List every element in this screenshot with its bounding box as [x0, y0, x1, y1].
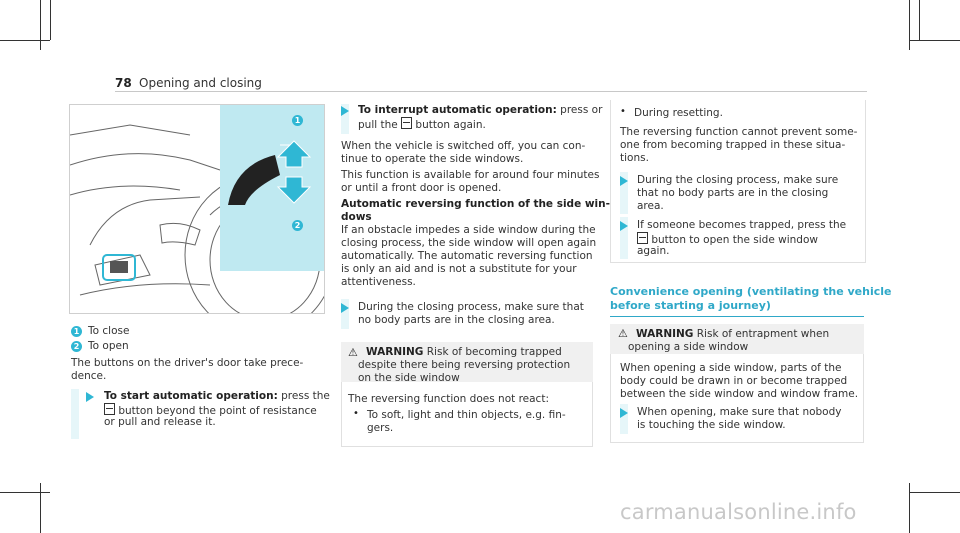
col3-step1-line-1: During the closing process, make sure: [637, 174, 839, 186]
col3-p1-line-3: tions.: [620, 152, 649, 164]
section-heading-line-1: Convenience opening (ventilating the vehicle: [610, 285, 892, 298]
crop-mark: [910, 40, 960, 41]
crop-mark: [50, 0, 51, 40]
col3-p1-line-2: one from becoming trapped in these situa-: [620, 139, 846, 151]
bullet-icon: •: [353, 408, 359, 419]
step-arrow-icon: [620, 221, 628, 231]
p1-line-2: tinue to operate the side windows.: [341, 153, 524, 165]
legend-text-1: To close: [88, 325, 130, 337]
callout-2: 2: [292, 220, 303, 231]
page-title: Opening and closing: [139, 76, 262, 90]
p3-line-3: automatically. The automatic reversing function: [341, 250, 593, 262]
window-button-icon: [401, 117, 412, 129]
p4: The reversing function does not react:: [348, 393, 549, 405]
step-arrow-icon: [86, 392, 94, 402]
p3-line-4: is only an aid and is not a substitute for your: [341, 263, 577, 275]
sub-heading-line-2: dows: [341, 211, 372, 223]
section-divider: [610, 316, 864, 317]
interrupt-step-line-1: To interrupt automatic operation: press or: [358, 104, 603, 116]
section-heading-line-2: before starting a journey): [610, 299, 771, 312]
col3-p2-line-2: body could be drawn in or become trapped: [620, 375, 848, 387]
crop-mark: [40, 483, 41, 533]
p3-line-1: If an obstacle impedes a side window during the: [341, 224, 596, 236]
step2-line-2: no body parts are in the closing area.: [358, 314, 555, 326]
legend-badge-1: 1: [71, 326, 82, 337]
interrupt-step-line-2: pull the button again.: [358, 119, 486, 131]
page-number: 78: [115, 76, 132, 90]
crop-mark: [919, 0, 920, 40]
p2-line-2: or until a front door is opened.: [341, 182, 502, 194]
intro-line-1: The buttons on the driver's door take prece-: [71, 357, 304, 369]
intro-line-2: dence.: [71, 370, 107, 382]
col3-step1-line-3: area.: [637, 200, 664, 212]
crop-mark: [909, 483, 910, 533]
bullet-line-1: To soft, light and thin objects, e.g. fin-: [367, 409, 566, 421]
col3-step1-line-2: that no body parts are in the closing: [637, 187, 829, 199]
warning-line-1: WARNING Risk of becoming trapped: [366, 346, 562, 358]
sub-heading-line-1: Automatic reversing function of the side win-: [341, 198, 610, 210]
step-arrow-icon: [341, 106, 349, 116]
step-arrow-icon: [620, 408, 628, 418]
window-button-icon: [104, 403, 115, 415]
col3-warning-line-1: WARNING Risk of entrapment when: [636, 328, 830, 340]
col3-bullet: During resetting.: [634, 107, 723, 119]
door-illustration: [69, 104, 325, 314]
legend-text-2: To open: [88, 340, 129, 352]
col3-warning-line-2: opening a side window: [628, 341, 749, 353]
callout-1: 1: [292, 115, 303, 126]
watermark: carmanualsonline.info: [620, 500, 857, 524]
p3-line-2: closing process, the side window will open again: [341, 237, 597, 249]
p1-line-1: When the vehicle is switched off, you can con-: [341, 140, 586, 152]
step-arrow-icon: [620, 176, 628, 186]
crop-mark: [909, 0, 910, 50]
crop-mark: [0, 492, 50, 493]
step-arrow-icon: [341, 303, 349, 313]
warning-icon: ⚠: [348, 346, 358, 359]
window-switch-drawing: [220, 105, 324, 271]
legend-badge-2: 2: [71, 341, 82, 352]
col3-step3-line-2: is touching the side window.: [637, 419, 786, 431]
start-step-line-3: or pull and release it.: [104, 416, 216, 428]
header-divider: [115, 91, 867, 92]
p3-line-5: attentiveness.: [341, 276, 416, 288]
bullet-icon: •: [620, 106, 626, 117]
warning-line-3: on the side window: [358, 372, 460, 384]
col3-step2-line-3: again.: [637, 245, 670, 257]
col3-p2-line-1: When opening a side window, parts of the: [620, 362, 842, 374]
crop-mark: [910, 492, 960, 493]
window-button-icon: [637, 232, 648, 244]
step-bar: [71, 389, 79, 439]
col3-p1-line-1: The reversing function cannot prevent some-: [620, 126, 858, 138]
warning-line-2: despite there being reversing protection: [358, 359, 571, 371]
start-step-line-1: To start automatic operation: press the: [104, 390, 330, 402]
p2-line-1: This function is available for around four minutes: [341, 169, 600, 181]
start-step-line-2: button beyond the point of resistance: [104, 403, 317, 418]
crop-mark: [0, 40, 50, 41]
col3-step2-line-1: If someone becomes trapped, press the: [637, 219, 847, 231]
switch-detail-panel: [220, 105, 324, 271]
col3-step2-line-2: button to open the side window: [637, 232, 818, 247]
crop-mark: [40, 0, 41, 50]
bullet-line-2: gers.: [367, 422, 394, 434]
warning-icon: ⚠: [618, 327, 628, 340]
step2-line-1: During the closing process, make sure that: [358, 301, 584, 313]
col3-p2-line-3: between the side window and window frame.: [620, 388, 859, 400]
col3-step3-line-1: When opening, make sure that nobody: [637, 406, 842, 418]
